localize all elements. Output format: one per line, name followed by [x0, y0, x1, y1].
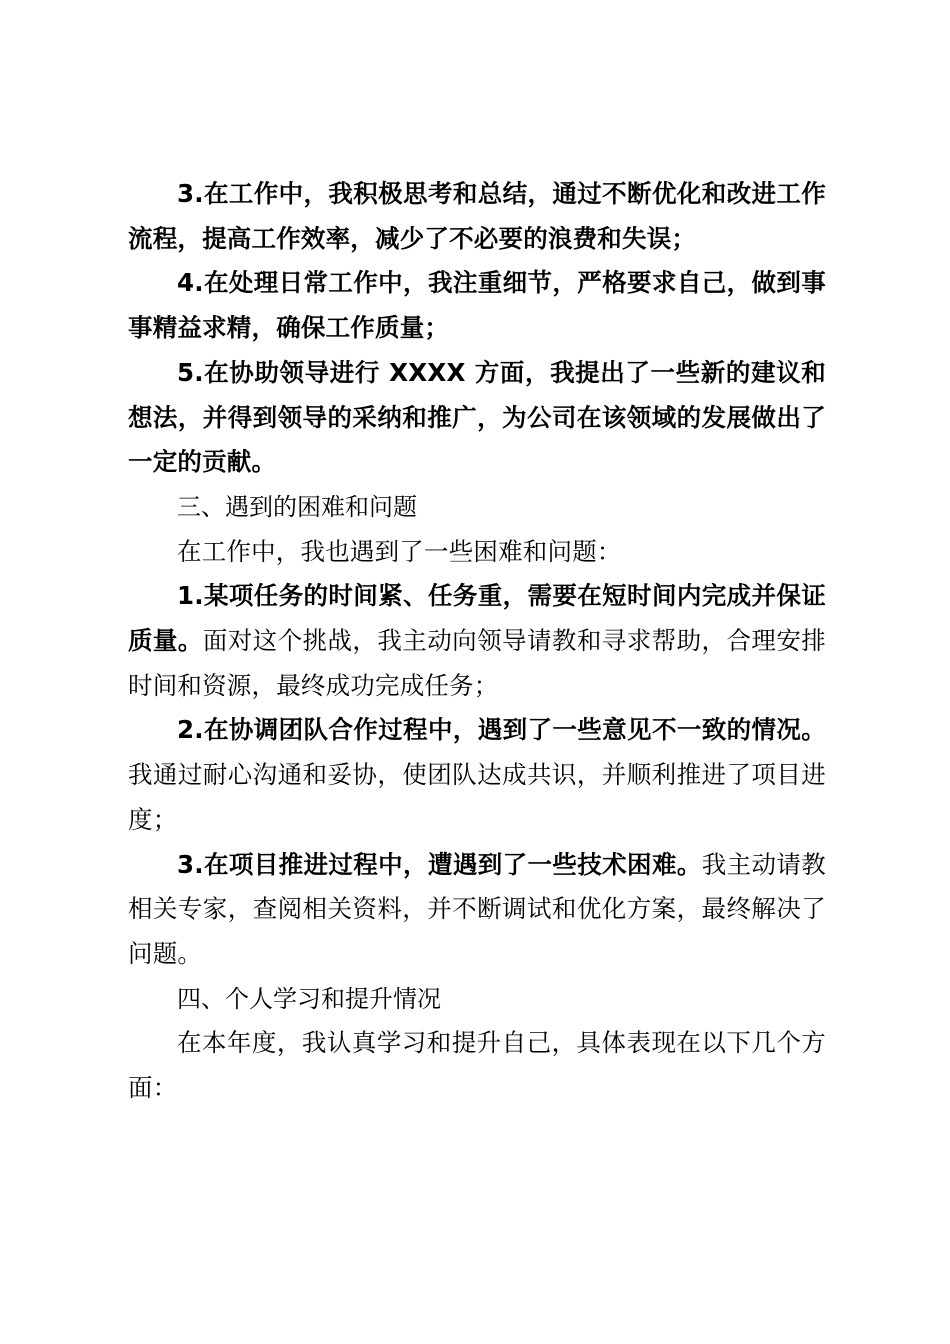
paragraph-difficulty-2	[128, 708, 826, 842]
difficulty-3-summary: 3.在项目推进过程中，遭遇到了一些技术困难。	[177, 849, 702, 879]
difficulty-2-detail: 我通过耐心沟通和妥协，使团队达成共识，并顺利推进了项目进度；	[128, 760, 826, 834]
difficulty-2-summary: 2.在协调团队合作过程中，遇到了一些意见不一致的情况。	[177, 715, 826, 745]
difficulty-3-detail: 我主动请教相关专家，查阅相关资料，并不断调试和优化方案，最终解决了问题。	[128, 849, 826, 968]
difficulty-1-detail: 面对这个挑战，我主动向领导请教和寻求帮助，合理安排时间和资源，最终成功完成任务；	[128, 626, 826, 700]
section-heading-difficulties: 三、遇到的困难和问题	[177, 492, 417, 521]
paragraph-item-3-work-optimization: 3.在工作中，我积极思考和总结，通过不断优化和改进工作流程，提高工作效率，减少了不必要的浪费和失误；	[128, 179, 826, 253]
paragraph-difficulty-3	[128, 843, 826, 977]
paragraph-difficulty-1	[128, 574, 826, 708]
document-page	[128, 172, 826, 1111]
paragraph-item-5-suggestions: 5.在协助领导进行 XXXX 方面，我提出了一些新的建议和想法，并得到领导的采纳和推广，为公司在该领域的发展做出了一定的贡献。	[128, 357, 826, 477]
paragraph-learning-intro: 在本年度，我认真学习和提升自己，具体表现在以下几个方面：	[128, 1028, 826, 1103]
difficulty-1-summary: 1.某项任务的时间紧、任务重，需要在短时间内完成并保证质量。	[128, 581, 826, 656]
paragraph-difficulties-intro: 在工作中，我也遇到了一些困难和问题：	[177, 536, 622, 566]
paragraph-item-4-attention-to-detail: 4.在处理日常工作中，我注重细节，严格要求自己，做到事事精益求精，确保工作质量；	[128, 268, 826, 343]
section-heading-personal-learning: 四、个人学习和提升情况	[177, 984, 441, 1013]
